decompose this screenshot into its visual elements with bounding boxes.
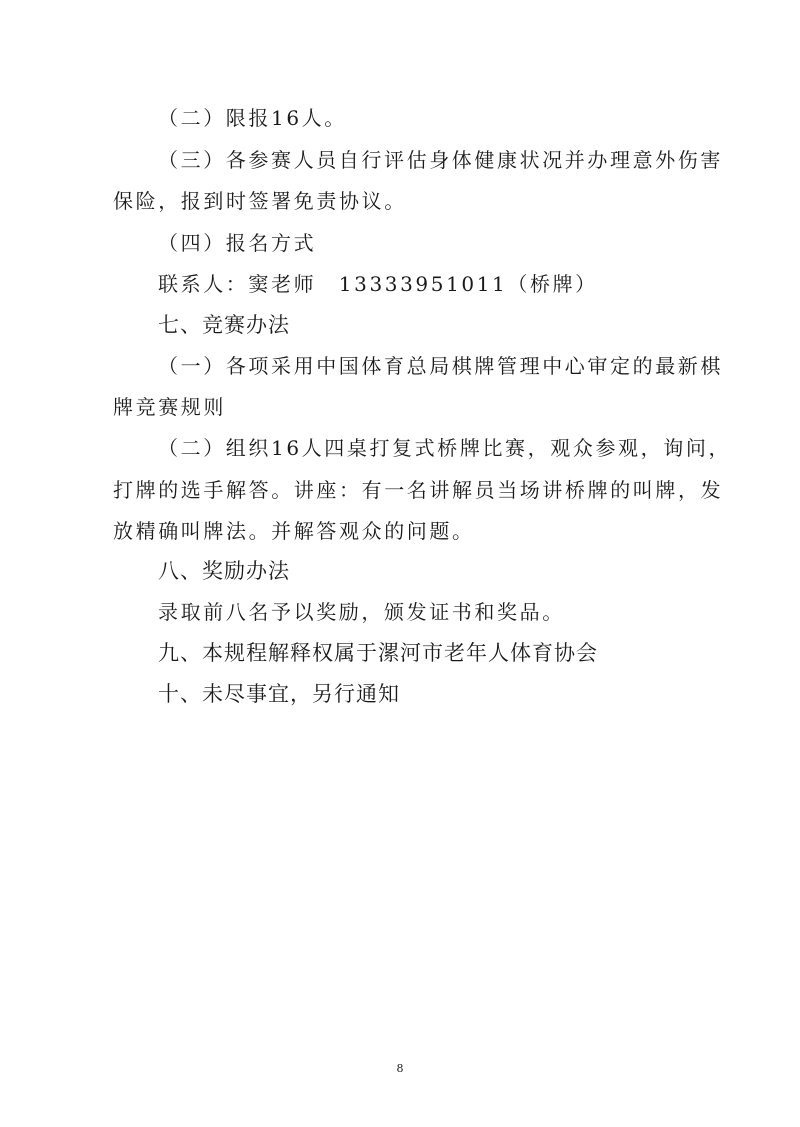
section-7-item-2-line3: 放精确叫牌法。并解答观众的问题。: [113, 519, 475, 543]
section-7-item-1-line2: 牌竞赛规则: [113, 395, 226, 419]
item-2-quota: （二）限报16人。: [158, 106, 347, 130]
section-10-heading: 十、未尽事宜，另行通知: [158, 682, 400, 706]
section-7-item-2-line2: 打牌的选手解答。讲座：有一名讲解员当场讲桥牌的叫牌，发: [113, 478, 724, 502]
section-8-body: 录取前八名予以奖励，颁发证书和奖品。: [158, 600, 565, 624]
section-8-heading: 八、奖励办法: [158, 559, 290, 583]
section-7-heading: 七、竞赛办法: [158, 313, 290, 337]
section-7-item-2-line1: （二）组织16人四桌打复式桥牌比赛，观众参观，询问，: [158, 436, 732, 460]
section-9-heading: 九、本规程解释权属于漯河市老年人体育协会: [158, 641, 598, 665]
item-4-registration-method: （四）报名方式: [158, 231, 317, 255]
item-3-health-insurance-line2: 保险，报到时签署免责协议。: [113, 189, 407, 213]
page-number: 8: [396, 1062, 404, 1075]
item-3-health-insurance-line1: （三）各参赛人员自行评估身体健康状况并办理意外伤害: [158, 148, 723, 172]
contact-line: 联系人：窦老师 13333951011（桥牌）: [158, 272, 598, 296]
section-7-item-1-line1: （一）各项采用中国体育总局棋牌管理中心审定的最新棋: [158, 354, 723, 378]
